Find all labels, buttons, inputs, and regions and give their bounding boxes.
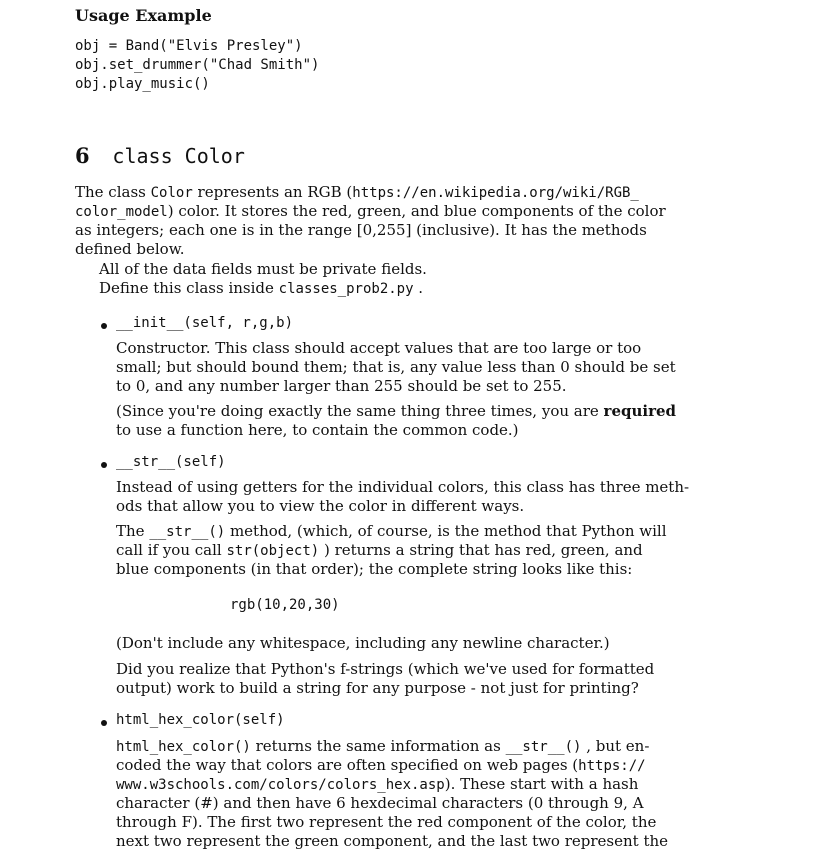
rgb-link-cont[interactable]: color_model xyxy=(75,204,168,220)
bullet-icon xyxy=(101,720,107,726)
init-signature: __init__(self, r,g,b) xyxy=(116,315,294,331)
init-text: to 0, and any number larger than 255 should be set to 255. xyxy=(116,377,567,395)
code-line-3: obj.play_music() xyxy=(75,76,210,92)
init-text: Constructor. This class should accept values that are too large or too xyxy=(116,339,642,357)
section-heading xyxy=(75,143,245,168)
intro-line-1: The class Color represents an RGB (https://en.wikipedia.org/wiki/RGB_ xyxy=(75,183,639,201)
usage-heading: Usage Example xyxy=(75,6,212,25)
intro-line-5: All of the data fields must be private fields. xyxy=(99,260,427,278)
intro-line-3: as integers; each one is in the range [0,255] (inclusive). It has the methods xyxy=(75,221,647,239)
hex-text: character (#) and then have 6 hexdecimal characters (0 through 9, A xyxy=(116,794,644,812)
str-text: output) work to build a string for any purpose - not just for printing? xyxy=(116,679,639,697)
str-text: ods that allow you to view the color in different ways. xyxy=(116,497,525,515)
w3schools-link[interactable]: https:// xyxy=(578,758,646,774)
intro-line-2: color_model) color. It stores the red, green, and blue components of the color xyxy=(75,202,666,220)
init-note: (Since you're doing exactly the same thing three times, you are required xyxy=(116,402,677,420)
hex-signature: html_hex_color(self) xyxy=(116,712,285,728)
hex-text: through F). The first two represent the red component of the color, the xyxy=(116,813,657,831)
str-example: rgb(10,20,30) xyxy=(230,597,340,613)
init-text: small; but should bound them; that is, any value less than 0 should be set xyxy=(116,358,676,376)
str-text: blue components (in that order); the complete string looks like this: xyxy=(116,560,633,578)
str-text: (Don't include any whitespace, including any newline character.) xyxy=(116,634,610,652)
bullet-icon xyxy=(101,323,107,329)
intro-line-6: Define this class inside classes_prob2.py . xyxy=(99,279,424,297)
bullet-icon xyxy=(101,462,107,468)
rgb-link[interactable]: https://en.wikipedia.org/wiki/RGB_ xyxy=(352,185,639,201)
hex-text: next two represent the green component, and the last two represent the xyxy=(116,832,669,850)
init-note: to use a function here, to contain the common code.) xyxy=(116,421,519,439)
intro-line-4: defined below. xyxy=(75,240,185,258)
hex-text: www.w3schools.com/colors/colors_hex.asp). These start with a hash xyxy=(116,775,639,793)
section-number: 6 xyxy=(75,143,90,168)
str-text: The __str__() method, (which, of course, is the method that Python will xyxy=(116,522,667,540)
hex-text: coded the way that colors are often specified on web pages (https:// xyxy=(116,756,646,774)
str-signature: __str__(self) xyxy=(116,454,226,470)
str-text: Did you realize that Python's f-strings (which we've used for formatted xyxy=(116,660,655,678)
w3schools-link-cont[interactable]: www.w3schools.com/colors/colors_hex.asp xyxy=(116,777,445,793)
str-text: Instead of using getters for the individual colors, this class has three meth- xyxy=(116,478,690,496)
code-line-2: obj.set_drummer("Chad Smith") xyxy=(75,57,320,73)
str-text: call if you call str(object) ) returns a string that has red, green, and xyxy=(116,541,643,559)
section-title: class Color xyxy=(112,144,245,168)
code-line-1: obj = Band("Elvis Presley") xyxy=(75,38,303,54)
hex-text: html_hex_color() returns the same information as __str__() , but en- xyxy=(116,737,650,755)
